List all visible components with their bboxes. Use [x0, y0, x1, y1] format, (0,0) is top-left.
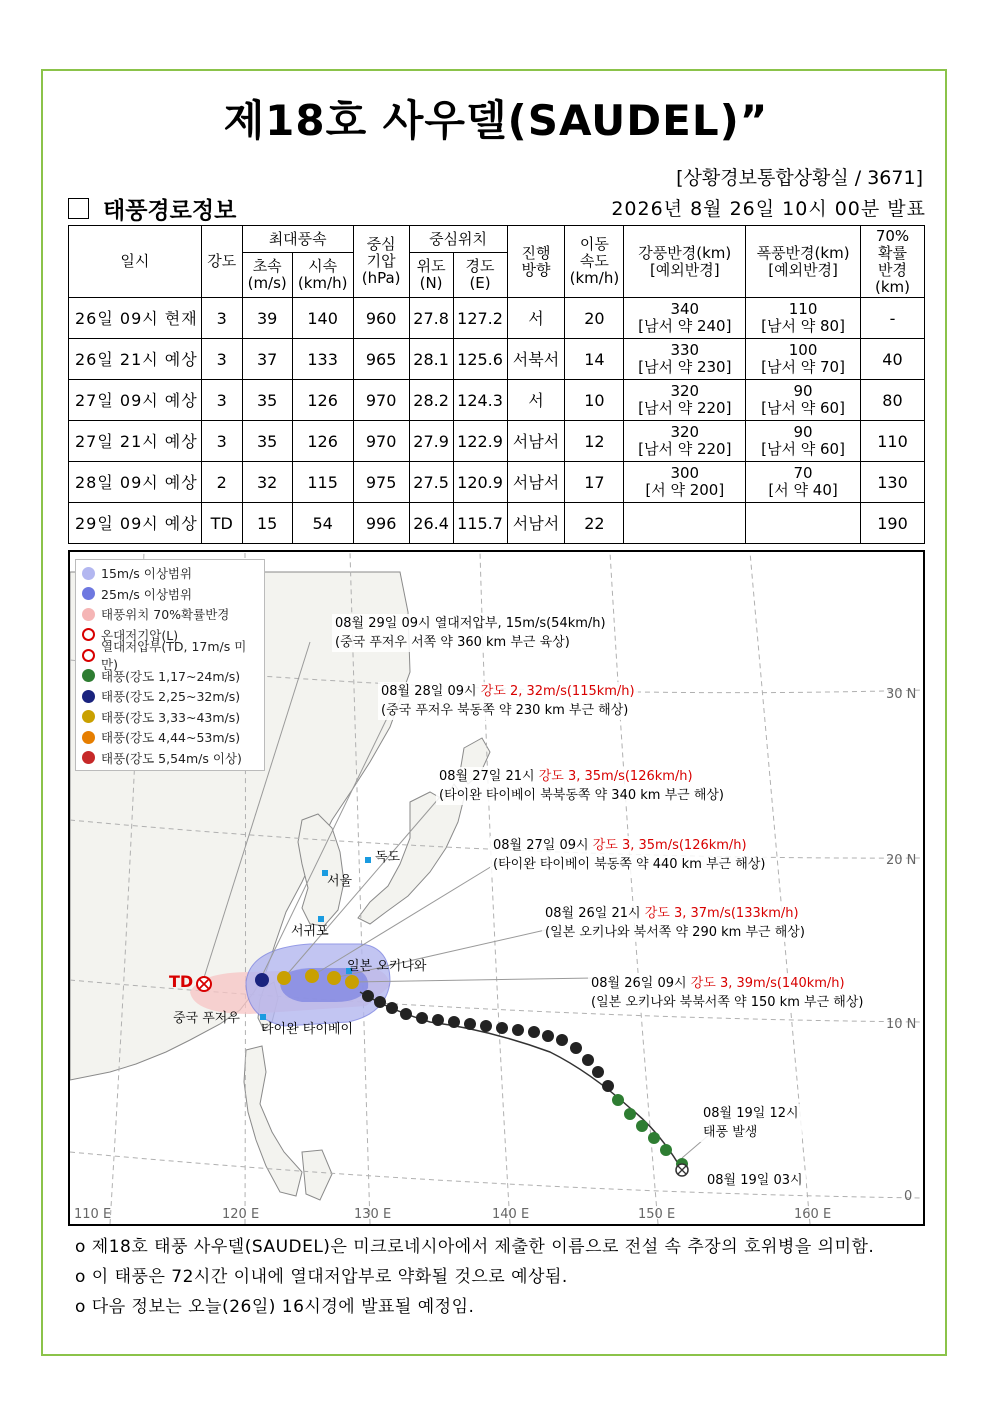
cell-intensity: 2	[201, 462, 242, 503]
cell-time: 27일 21시 예상	[69, 421, 202, 462]
cell-gale: 320 [남서 약 220]	[624, 380, 746, 421]
legend-label: 태풍(강도 1,17~24m/s)	[101, 668, 241, 684]
annotation-0827-21: 08월 27일 21시 강도 3, 35m/s(126km/h) (타이완 타이베이 북북동쪽 약 340 km 부근 해상)	[436, 767, 727, 805]
legend-label: 태풍(강도 5,54m/s 이상)	[101, 750, 242, 766]
past-track-typhoon-icon	[386, 1002, 398, 1014]
header-time: 일시	[69, 226, 202, 298]
cell-prob: 40	[860, 339, 924, 380]
note-2: o 이 태풍은 72시간 이내에 열대저압부로 약화될 것으로 예상됨.	[75, 1267, 568, 1287]
track-map	[68, 550, 925, 1226]
cell-lon: 124.3	[453, 380, 507, 421]
section-heading	[68, 192, 236, 225]
cell-speed: 12	[565, 421, 624, 462]
typhoon-3-icon	[82, 710, 95, 723]
past-track-typhoon-icon	[592, 1066, 604, 1078]
table-row	[69, 421, 925, 462]
legend-item	[82, 727, 258, 748]
grid-30n: 30 N	[886, 687, 917, 702]
cell-storm: 100 [남서 약 70]	[746, 339, 861, 380]
legend-label: 태풍(강도 2,25~32m/s)	[101, 689, 241, 705]
cell-kmh: 126	[292, 421, 353, 462]
typhoon-3-icon	[305, 969, 319, 983]
cell-prob: 80	[860, 380, 924, 421]
cell-ms: 15	[242, 503, 292, 544]
cell-intensity: 3	[201, 380, 242, 421]
past-track-typhoon-icon	[528, 1026, 540, 1038]
cell-speed: 22	[565, 503, 624, 544]
past-track-typhoon-icon	[660, 1144, 672, 1156]
cell-lon: 127.2	[453, 298, 507, 339]
place-taipei: 타이완 타이베이	[261, 1022, 354, 1037]
annotation-0827-09: 08월 27일 09시 강도 3, 35m/s(126km/h) (타이완 타이베이 북동쪽 약 440 km 부근 해상)	[490, 836, 768, 874]
cell-time: 26일 21시 예상	[69, 339, 202, 380]
legend-label: 25m/s 이상범위	[101, 586, 193, 602]
cell-time: 28일 09시 예상	[69, 462, 202, 503]
cell-intensity: 3	[201, 298, 242, 339]
typhoon-5-icon	[82, 751, 95, 764]
circle-70pct	[82, 608, 95, 621]
legend-item	[82, 686, 258, 707]
office-label: [상황경보통합상황실 / 3671]	[676, 167, 923, 189]
header-lat: 위도 (N)	[409, 253, 453, 298]
map-legend	[75, 559, 265, 771]
cell-ms: 35	[242, 421, 292, 462]
grid-120e: 120 E	[222, 1207, 260, 1222]
cell-kmh: 133	[292, 339, 353, 380]
header-wind-kmh: 시속 (km/h)	[292, 253, 353, 298]
legend-item	[82, 584, 258, 605]
past-track-typhoon-icon	[400, 1008, 412, 1020]
cell-lat: 27.8	[409, 298, 453, 339]
cell-hpa: 975	[353, 462, 409, 503]
cell-speed: 10	[565, 380, 624, 421]
header-gale-radius: 강풍반경(km) [예외반경]	[624, 226, 746, 298]
past-track-typhoon-icon	[602, 1080, 614, 1092]
cell-kmh: 140	[292, 298, 353, 339]
circle-15ms	[82, 567, 95, 580]
cell-kmh: 126	[292, 380, 353, 421]
cell-hpa: 965	[353, 339, 409, 380]
cell-storm: 90 [남서 약 60]	[746, 421, 861, 462]
legend-item	[82, 563, 258, 584]
past-track-typhoon-icon	[512, 1024, 524, 1036]
past-track-typhoon-icon	[556, 1034, 568, 1046]
cell-prob: 190	[860, 503, 924, 544]
td-icon	[82, 649, 95, 662]
grid-150e: 150 E	[638, 1207, 676, 1222]
cell-dir: 서남서	[507, 462, 565, 503]
cell-dir: 서북서	[507, 339, 565, 380]
place-okinawa: 일본 오키나와	[347, 959, 427, 974]
grid-130e: 130 E	[354, 1207, 392, 1222]
table-row	[69, 462, 925, 503]
table-row	[69, 503, 925, 544]
cell-prob: 110	[860, 421, 924, 462]
past-track-typhoon-icon	[362, 990, 374, 1002]
cell-speed: 14	[565, 339, 624, 380]
cell-ms: 39	[242, 298, 292, 339]
past-track-typhoon-icon	[612, 1094, 624, 1106]
cell-speed: 20	[565, 298, 624, 339]
legend-label: 열대저압부(TD, 17m/s 미만)	[101, 639, 247, 673]
cell-hpa: 970	[353, 380, 409, 421]
annotation-0829: 08월 29일 09시 열대저압부, 15m/s(54km/h) (중국 푸저우 서쪽 약 360 km 부근 육상)	[332, 614, 609, 652]
past-track-typhoon-icon	[636, 1120, 648, 1132]
circle-25ms	[82, 587, 95, 600]
legend-label: 태풍(강도 4,44~53m/s)	[101, 730, 241, 746]
cell-kmh: 54	[292, 503, 353, 544]
start-label: 08월 19일 03시	[704, 1171, 806, 1190]
typhoon-3-icon	[277, 971, 291, 985]
table-row	[69, 380, 925, 421]
header-lon: 경도 (E)	[453, 253, 507, 298]
header-speed: 이동 속도 (km/h)	[565, 226, 624, 298]
typhoon-3-icon	[327, 971, 341, 985]
note-3: o 다음 정보는 오늘(26일) 16시경에 발표될 예정임.	[75, 1297, 475, 1317]
cell-ms: 37	[242, 339, 292, 380]
cell-hpa: 960	[353, 298, 409, 339]
cell-dir: 서	[507, 298, 565, 339]
cell-storm	[746, 503, 861, 544]
cell-intensity: TD	[201, 503, 242, 544]
cell-dir: 서남서	[507, 503, 565, 544]
place-dokdo: 독도	[375, 850, 401, 865]
typhoon-1-icon	[82, 669, 95, 682]
cell-lat: 28.2	[409, 380, 453, 421]
legend-label: 태풍위치 70%확률반경	[101, 607, 230, 623]
cell-lat: 27.5	[409, 462, 453, 503]
cell-prob: 130	[860, 462, 924, 503]
cell-dir: 서남서	[507, 421, 565, 462]
cell-storm: 90 [남서 약 60]	[746, 380, 861, 421]
cell-time: 29일 09시 예상	[69, 503, 202, 544]
cell-dir: 서	[507, 380, 565, 421]
annotation-0828: 08월 28일 09시 강도 2, 32m/s(115km/h) (중국 푸저우 북동쪽 약 230 km 부근 해상)	[378, 682, 638, 720]
extratropical-icon	[82, 628, 95, 641]
cell-gale: 330 [남서 약 230]	[624, 339, 746, 380]
cell-ms: 32	[242, 462, 292, 503]
place-seogwipo: 서귀포	[291, 924, 329, 939]
past-track-typhoon-icon	[374, 996, 386, 1008]
past-track-typhoon-icon	[542, 1030, 554, 1042]
genesis-label: 08월 19일 12시 태풍 발생	[700, 1104, 802, 1142]
note-1: o 제18호 태풍 사우델(SAUDEL)은 미크로네시아에서 제출한 이름으로 전설 속 추장의 호위병을 의미함.	[75, 1237, 875, 1257]
cell-lon: 115.7	[453, 503, 507, 544]
annotation-0826-09: 08월 26일 09시 강도 3, 39m/s(140km/h) (일본 오키나와 북북서쪽 약 150 km 부근 해상)	[588, 974, 866, 1012]
cell-gale: 320 [남서 약 220]	[624, 421, 746, 462]
past-track-typhoon-icon	[582, 1054, 594, 1066]
legend-item	[82, 707, 258, 728]
cell-lon: 125.6	[453, 339, 507, 380]
past-track-typhoon-icon	[416, 1012, 428, 1024]
legend-item	[82, 748, 258, 769]
grid-160e: 160 E	[794, 1207, 832, 1222]
past-track-typhoon-icon	[464, 1018, 476, 1030]
cell-lat: 28.1	[409, 339, 453, 380]
header-wind-ms: 초속 (m/s)	[242, 253, 292, 298]
cell-intensity: 3	[201, 339, 242, 380]
annotation-0826-21: 08월 26일 21시 강도 3, 37m/s(133km/h) (일본 오키나와 북서쪽 약 290 km 부근 해상)	[542, 904, 808, 942]
past-track-typhoon-icon	[480, 1020, 492, 1032]
legend-label: 15m/s 이상범위	[101, 566, 193, 582]
cell-lon: 120.9	[453, 462, 507, 503]
cell-time: 26일 09시 현재	[69, 298, 202, 339]
legend-label: 온대저기압(L)	[101, 627, 179, 643]
table-row	[69, 339, 925, 380]
place-seoul: 서울	[327, 874, 353, 889]
legend-item	[82, 639, 258, 673]
cell-prob: -	[860, 298, 924, 339]
past-track-typhoon-icon	[496, 1022, 508, 1034]
grid-110e: 110 E	[74, 1207, 112, 1222]
legend-label: 태풍(강도 3,33~43m/s)	[101, 709, 241, 725]
header-prob: 70% 확률 반경 (km)	[860, 226, 924, 298]
legend-item	[82, 666, 258, 687]
cell-speed: 17	[565, 462, 624, 503]
td-label: TD	[169, 972, 194, 991]
cell-lat: 26.4	[409, 503, 453, 544]
place-fuzhou: 중국 푸저우	[173, 1011, 240, 1026]
past-track-typhoon-icon	[570, 1042, 582, 1054]
typhoon-3-icon	[345, 975, 359, 989]
cell-gale: 340 [남서 약 240]	[624, 298, 746, 339]
cell-gale: 300 [서 약 200]	[624, 462, 746, 503]
issued-time: 2026년 8월 26일 10시 00분 발표	[611, 198, 926, 220]
cell-time: 27일 09시 예상	[69, 380, 202, 421]
checkbox-icon	[68, 198, 89, 219]
cell-storm: 70 [서 약 40]	[746, 462, 861, 503]
section-title: 태풍경로정보	[103, 198, 237, 224]
cell-intensity: 3	[201, 421, 242, 462]
header-intensity: 강도	[201, 226, 242, 298]
grid-0: 0	[904, 1189, 913, 1204]
cell-lat: 27.9	[409, 421, 453, 462]
typhoon-4-icon	[82, 731, 95, 744]
past-track-typhoon-icon	[432, 1014, 444, 1026]
header-direction: 진행 방향	[507, 226, 565, 298]
cell-hpa: 970	[353, 421, 409, 462]
header-center: 중심위치	[409, 226, 507, 253]
header-storm-radius: 폭풍반경(km) [예외반경]	[746, 226, 861, 298]
cell-hpa: 996	[353, 503, 409, 544]
past-track-typhoon-icon	[624, 1108, 636, 1120]
track-table	[68, 225, 925, 544]
cell-storm: 110 [남서 약 80]	[746, 298, 861, 339]
cell-kmh: 115	[292, 462, 353, 503]
grid-10n: 10 N	[886, 1017, 917, 1032]
table-row	[69, 298, 925, 339]
cell-gale	[624, 503, 746, 544]
header-max-wind: 최대풍속	[242, 226, 353, 253]
cell-lon: 122.9	[453, 421, 507, 462]
typhoon-2-icon	[82, 690, 95, 703]
grid-140e: 140 E	[492, 1207, 530, 1222]
grid-20n: 20 N	[886, 853, 917, 868]
typhoon-2-icon	[255, 973, 269, 987]
page-title: 제18호 사우델(SAUDEL)”	[223, 96, 769, 145]
past-track-typhoon-icon	[648, 1132, 660, 1144]
cell-ms: 35	[242, 380, 292, 421]
header-pressure: 중심 기압 (hPa)	[353, 226, 409, 298]
past-track-typhoon-icon	[448, 1016, 460, 1028]
legend-item	[82, 604, 258, 625]
